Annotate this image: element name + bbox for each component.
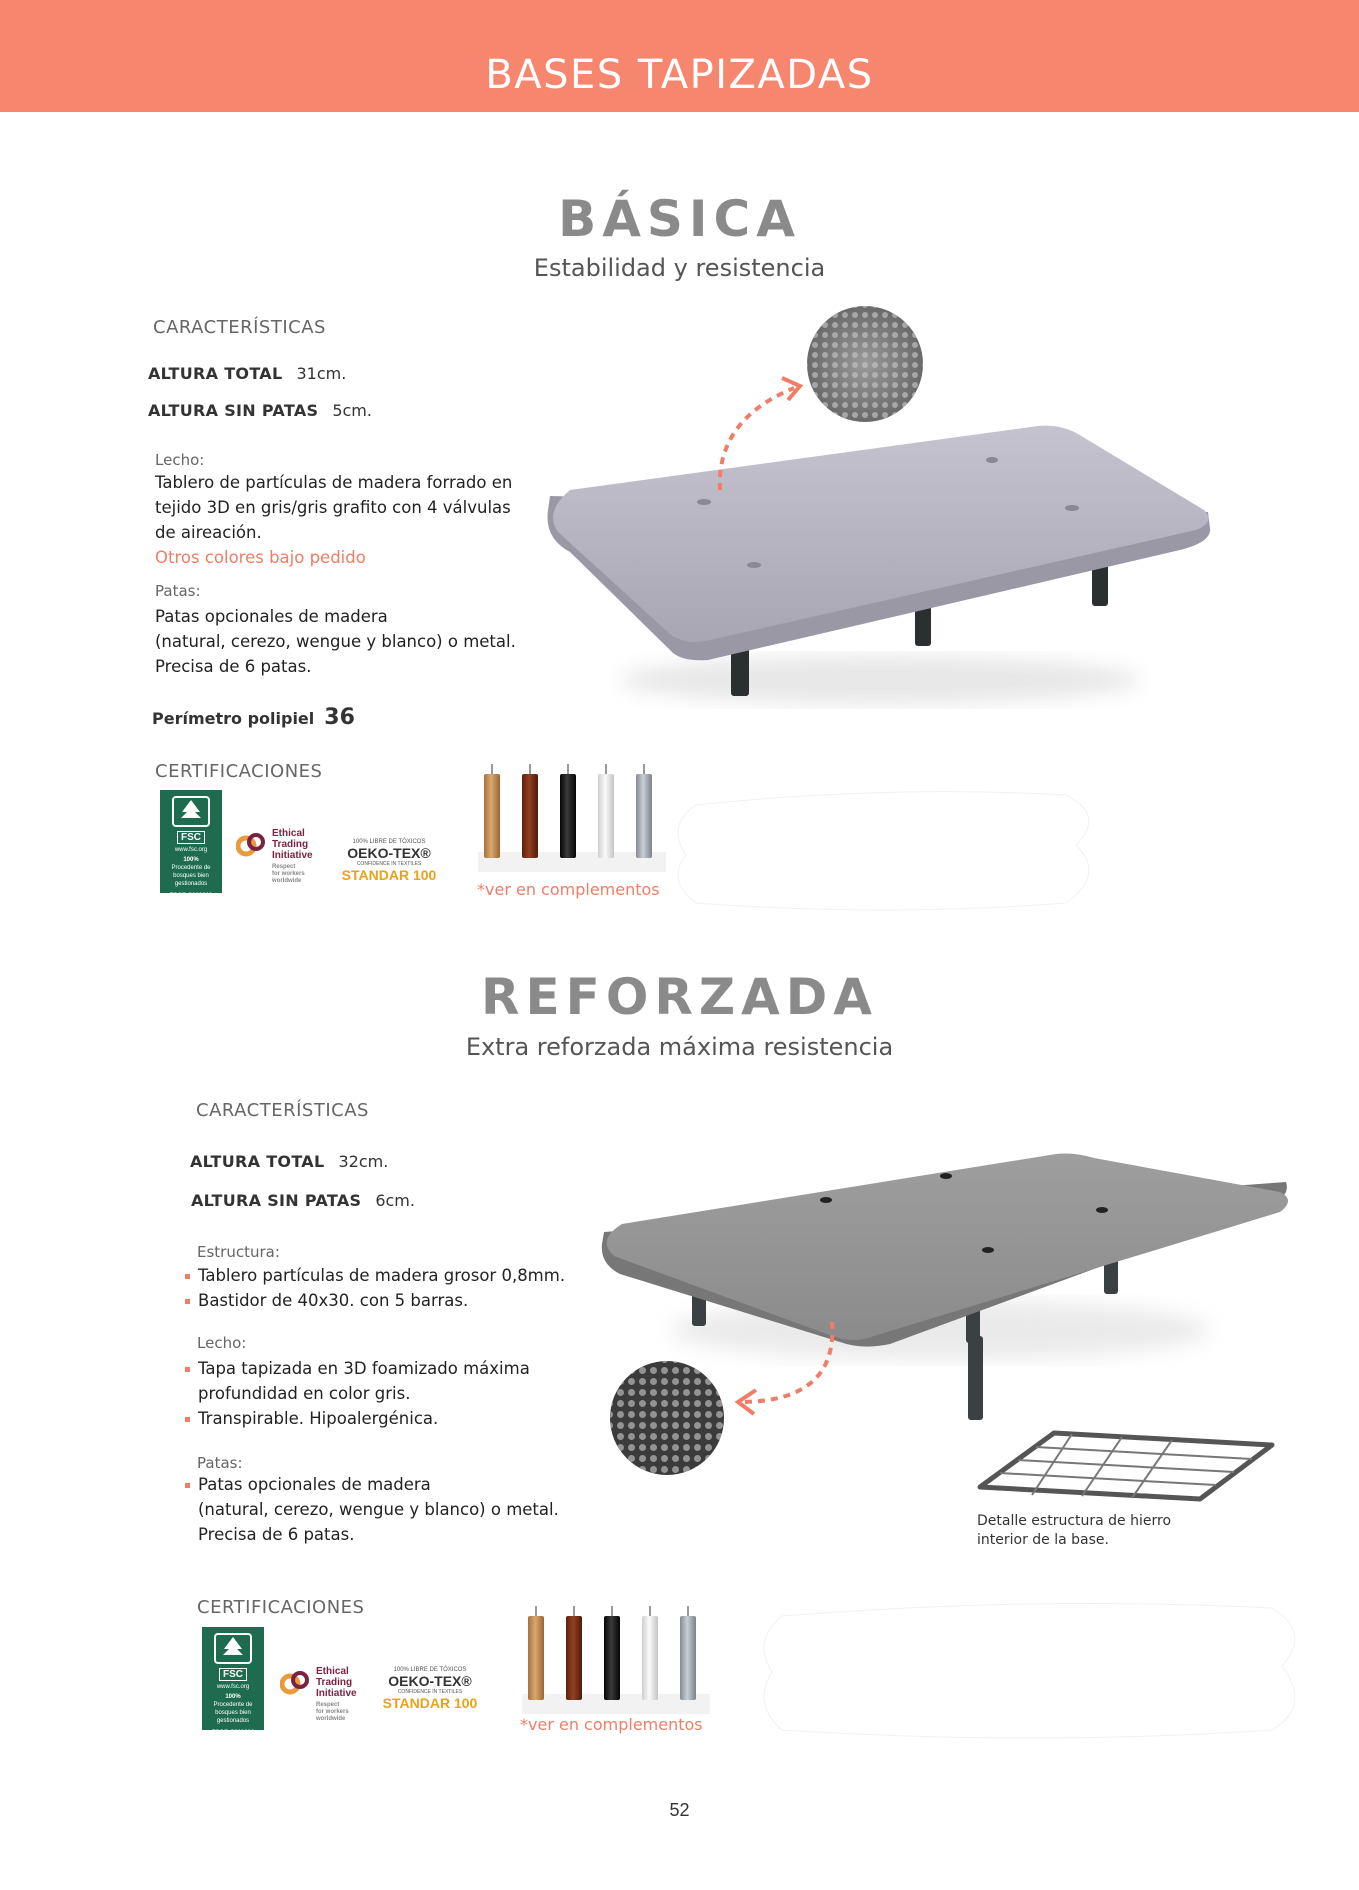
- eti-sub-line: Respect: [316, 1702, 340, 1708]
- text-line: Patas opcionales de madera: [155, 607, 388, 626]
- caracteristicas-label: CARACTERÍSTICAS: [153, 317, 326, 338]
- eti-sub: [316, 1702, 357, 1723]
- oeko-top: 100% LIBRE DE TÓXICOS: [352, 839, 426, 845]
- estructura-list: [198, 1263, 618, 1313]
- eti-sub: [272, 864, 313, 885]
- fsc-line: gestionados: [216, 1718, 250, 1724]
- list-item: [198, 1356, 598, 1406]
- list-item: Patas opcionales de madera: [198, 1472, 618, 1497]
- base-basica-image: [540, 300, 1220, 720]
- fsc-line: www.fsc.org: [216, 1684, 250, 1690]
- oeko-top: 100% LIBRE DE TÓXICOS: [393, 1667, 467, 1673]
- fsc-line: 100%: [225, 1694, 241, 1700]
- fsc-line: Procedente de: [213, 1702, 253, 1708]
- leg-cerezo: [522, 764, 538, 858]
- eti-logo: [236, 826, 326, 896]
- fsc-line: FSC® C000000: [169, 893, 213, 899]
- legs-image: [522, 1606, 712, 1716]
- fsc-logo: [160, 790, 222, 899]
- otros-colores-note: Otros colores bajo pedido: [155, 548, 366, 567]
- text-line: Precisa de 6 patas.: [155, 657, 312, 676]
- eti-line: Ethical: [272, 828, 305, 839]
- product-subtitle-reforzada: Extra reforzada máxima resistencia: [465, 1033, 894, 1061]
- eti-sub-line: worldwide: [272, 878, 302, 884]
- lecho-label: Lecho:: [155, 451, 205, 469]
- caption-line: interior de la base.: [977, 1532, 1109, 1548]
- fsc-line: bosques bien: [215, 1710, 251, 1716]
- leg-natural: [528, 1606, 544, 1700]
- eti-name: [272, 828, 313, 885]
- eti-line: Trading: [272, 839, 309, 850]
- spec-value: 32cm.: [338, 1152, 389, 1171]
- text-line: Tablero de partículas de madera forrado en: [155, 473, 513, 492]
- list-item: Bastidor de 40x30. con 5 barras.: [198, 1288, 618, 1313]
- fsc-word: FSC: [219, 1668, 247, 1681]
- patas-label: Patas:: [197, 1454, 243, 1472]
- text-line: de aireación.: [155, 523, 262, 542]
- patas-description: [155, 604, 555, 679]
- eti-sub-line: worldwide: [316, 1716, 346, 1722]
- header-title: BASES TAPIZADAS: [485, 52, 874, 98]
- patas-label: Patas:: [155, 582, 201, 600]
- fsc-line: bosques bien: [173, 873, 209, 879]
- product-title-reforzada: REFORZADA: [481, 968, 878, 1026]
- front-leg: [968, 1336, 983, 1420]
- spec-value: 6cm.: [375, 1191, 415, 1210]
- spec-label: ALTURA SIN PATAS: [148, 401, 319, 420]
- product-title-basica: BÁSICA: [558, 190, 801, 248]
- text-line: (natural, cerezo, wengue y blanco) o metal.: [155, 632, 516, 651]
- oeko-conf: CONFIDENCE IN TEXTILES: [397, 1689, 463, 1695]
- text-line: Precisa de 6 patas.: [198, 1525, 355, 1544]
- fsc-line: 100%: [183, 857, 199, 863]
- oeko-main: OEKO-TEX®: [347, 845, 431, 861]
- fsc-word: FSC: [177, 831, 205, 844]
- altura-total-spec: [148, 364, 346, 383]
- leg-cerezo: [566, 1606, 582, 1700]
- eti-rings-icon: [280, 1668, 312, 1698]
- eti-line: Trading: [316, 1677, 353, 1688]
- altura-sin-patas-spec: [191, 1191, 415, 1210]
- blank-brush-area: [752, 1596, 1312, 1746]
- eti-sub-line: for workers: [316, 1709, 349, 1715]
- perimetro-label: Perímetro polipiel: [152, 709, 315, 728]
- fsc-line: FSC® C000000: [211, 1730, 255, 1736]
- eti-rings-icon: [236, 830, 268, 860]
- text-line: tejido 3D en gris/gris grafito con 4 válvulas: [155, 498, 511, 517]
- patas-description: [198, 1472, 618, 1547]
- fsc-line: Procedente de: [171, 865, 211, 871]
- fsc-line: gestionados: [174, 881, 208, 887]
- altura-total-spec: [190, 1152, 388, 1171]
- caracteristicas-label: CARACTERÍSTICAS: [196, 1100, 369, 1121]
- leg-blanco: [598, 764, 614, 858]
- spec-label: ALTURA TOTAL: [190, 1152, 325, 1171]
- leg-wengue: [604, 1606, 620, 1700]
- leg-natural: [484, 764, 500, 858]
- oeko-std: STANDAR 100: [341, 867, 437, 883]
- tree-icon: [172, 796, 210, 827]
- text-line: (natural, cerezo, wengue y blanco) o metal.: [198, 1500, 559, 1519]
- leg-blanco: [642, 1606, 658, 1700]
- eti-sub-line: Respect: [272, 864, 296, 870]
- fsc-line: www.fsc.org: [174, 847, 208, 853]
- perimetro-polipiel: [152, 705, 355, 730]
- iron-frame-image: [972, 1425, 1282, 1505]
- mesh-detail-reforzada: [604, 1310, 844, 1480]
- legs-image: [478, 764, 668, 874]
- caption-line: Detalle estructura de hierro: [977, 1513, 1172, 1529]
- text-line: Tapa tapizada en 3D foamizado máxima: [198, 1359, 530, 1378]
- list-item: Tablero partículas de madera grosor 0,8mm.: [198, 1263, 618, 1288]
- leg-wengue: [560, 764, 576, 858]
- oeko-std: STANDAR 100: [382, 1695, 478, 1711]
- page-header: [0, 0, 1359, 112]
- fsc-logo: [202, 1627, 264, 1736]
- leg-metal: [636, 764, 652, 858]
- oeko-main: OEKO-TEX®: [388, 1673, 472, 1689]
- lecho-description: [155, 470, 535, 570]
- leg-metal: [680, 1606, 696, 1700]
- eti-line: Initiative: [316, 1688, 357, 1699]
- lecho-label: Lecho:: [197, 1334, 247, 1352]
- oeko-tex-logo: [376, 1667, 484, 1711]
- spec-value: 31cm.: [296, 364, 347, 383]
- blank-brush-area: [666, 785, 1106, 915]
- certificaciones-label: CERTIFICACIONES: [197, 1597, 365, 1618]
- certificaciones-label: CERTIFICACIONES: [155, 761, 323, 782]
- eti-line: Ethical: [316, 1666, 349, 1677]
- altura-sin-patas-spec: [148, 401, 372, 420]
- text-line: profundidad en color gris.: [198, 1384, 411, 1403]
- ver-complementos-note: *ver en complementos: [520, 1715, 703, 1734]
- page-number: 52: [669, 1800, 690, 1820]
- oeko-conf: CONFIDENCE IN TEXTILES: [356, 861, 422, 867]
- eti-line: Initiative: [272, 850, 313, 861]
- list-item: Transpirable. Hipoalergénica.: [198, 1406, 598, 1431]
- detalle-caption: [977, 1512, 1171, 1550]
- product-subtitle-basica: Estabilidad y resistencia: [533, 254, 826, 282]
- estructura-label: Estructura:: [197, 1243, 280, 1261]
- eti-logo: [280, 1664, 370, 1734]
- perimetro-value: 36: [324, 705, 355, 730]
- lecho-list: [198, 1356, 598, 1431]
- spec-label: ALTURA TOTAL: [148, 364, 283, 383]
- oeko-tex-logo: [335, 839, 443, 883]
- eti-name: [316, 1666, 357, 1723]
- ver-complementos-note: *ver en complementos: [477, 880, 660, 899]
- tree-icon: [214, 1633, 252, 1664]
- spec-label: ALTURA SIN PATAS: [191, 1191, 362, 1210]
- spec-value: 5cm.: [332, 401, 372, 420]
- eti-sub-line: for workers: [272, 871, 305, 877]
